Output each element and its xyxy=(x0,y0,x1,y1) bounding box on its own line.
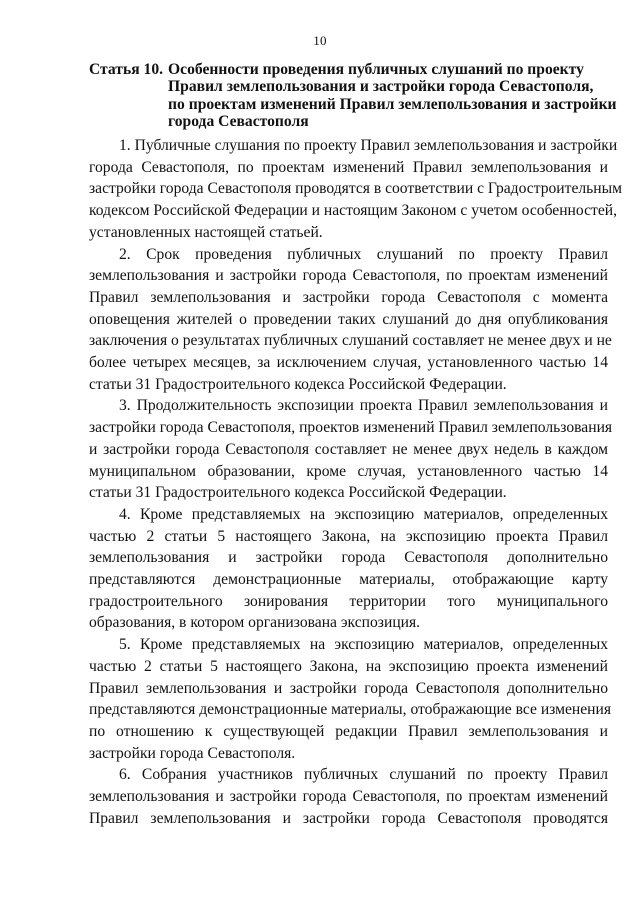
paragraph-1 xyxy=(89,135,622,244)
paragraph-line: Правил землепользования и застройки города Севастополя с момента xyxy=(89,288,608,306)
paragraph-5 xyxy=(89,634,612,764)
paragraph-line: частью 2 статьи 5 настоящего Закона, на экспозицию проекта Правил xyxy=(89,527,608,545)
paragraph-line: Правил землепользования и застройки города Севастополя дополнительно xyxy=(89,679,608,697)
page-number: 10 xyxy=(313,33,327,48)
paragraph-line: 2. Срок проведения публичных слушаний по проекту Правил xyxy=(119,245,608,263)
paragraph-line: образования, в котором организована экспозиция. xyxy=(89,614,421,632)
paragraph-line: землепользования и застройки города Севастополя, по проектам изменений xyxy=(89,788,608,806)
paragraph-line: градостроительного зонирования территории того муниципального xyxy=(89,592,608,610)
article-number: Статья 10. xyxy=(89,61,164,78)
paragraph-3 xyxy=(89,395,613,504)
article-title-line: Особенности проведения публичных слушаний по проекту xyxy=(168,61,584,78)
paragraph-line: представляются демонстрационные материалы, отображающие карту xyxy=(89,571,608,589)
paragraph-line: 6. Собрания участников публичных слушаний по проекту Правил xyxy=(119,766,608,784)
paragraph-line: установленных настоящей статьей. xyxy=(89,223,323,241)
paragraph-line: муниципальном образовании, кроме случая, установленного частью 14 xyxy=(89,462,608,480)
paragraph-line: 5. Кроме представляемых на экспозицию материалов, определенных xyxy=(119,636,608,654)
paragraph-line: представляются демонстрационные материалы, отображающие все изменения xyxy=(89,701,612,719)
paragraph-line: частью 2 статьи 5 настоящего Закона, на экспозицию проекта изменений xyxy=(89,657,608,675)
paragraph-line: 3. Продолжительность экспозиции проекта Правил землепользования и xyxy=(119,397,608,415)
paragraph-6 xyxy=(89,764,608,829)
paragraph-2 xyxy=(89,244,612,396)
article-title-line: по проектам изменений Правил землепользования и застройки xyxy=(168,95,617,113)
paragraph-line: землепользования и застройки города Севастополя дополнительно xyxy=(89,549,608,567)
paragraph-line: оповещения жителей о проведении таких слушаний до дня опубликования xyxy=(89,310,608,328)
paragraph-line: и застройки города Севастополя составляет не менее двух недель в каждом xyxy=(89,440,608,458)
paragraph-line: статьи 31 Градостроительного кодекса Российской Федерации. xyxy=(89,375,507,393)
paragraph-line: застройки города Севастополя, проектов изменений Правил землепользования xyxy=(89,419,613,437)
paragraph-line: статьи 31 Градостроительного кодекса Российской Федерации. xyxy=(89,484,507,502)
paragraph-4 xyxy=(89,504,608,634)
article-body xyxy=(89,135,622,830)
article-title xyxy=(168,61,617,131)
paragraph-line: 1. Публичные слушания по проекту Правил землепользования и застройки xyxy=(119,137,618,154)
article-title-line: города Севастополя xyxy=(168,113,309,131)
paragraph-line: по отношению к существующей редакции Правил землепользования и xyxy=(89,722,608,740)
paragraph-line: землепользования и застройки города Севастополя, по проектам изменений xyxy=(89,267,608,285)
article-title-line: Правил землепользования и застройки города Севастополя, xyxy=(168,78,594,96)
paragraph-line: более четырех месяцев, за исключением случая, установленного частью 14 xyxy=(89,354,608,372)
article-heading xyxy=(89,61,617,131)
paragraph-line: застройки города Севастополя. xyxy=(89,744,296,762)
paragraph-line: 4. Кроме представляемых на экспозицию материалов, определенных xyxy=(119,505,608,523)
paragraph-line: застройки города Севастополя проводятся в соответствии с Градостроительным xyxy=(89,180,622,198)
paragraph-line: Правил землепользования и застройки города Севастополя проводятся xyxy=(89,809,608,827)
paragraph-line: кодексом Российской Федерации и настоящим Законом с учетом особенностей, xyxy=(89,202,617,220)
paragraph-line: заключения о результатах публичных слушаний составляет не менее двух и не xyxy=(89,332,612,350)
paragraph-line: города Севастополя, по проектам изменений Правил землепользования и xyxy=(89,158,608,176)
